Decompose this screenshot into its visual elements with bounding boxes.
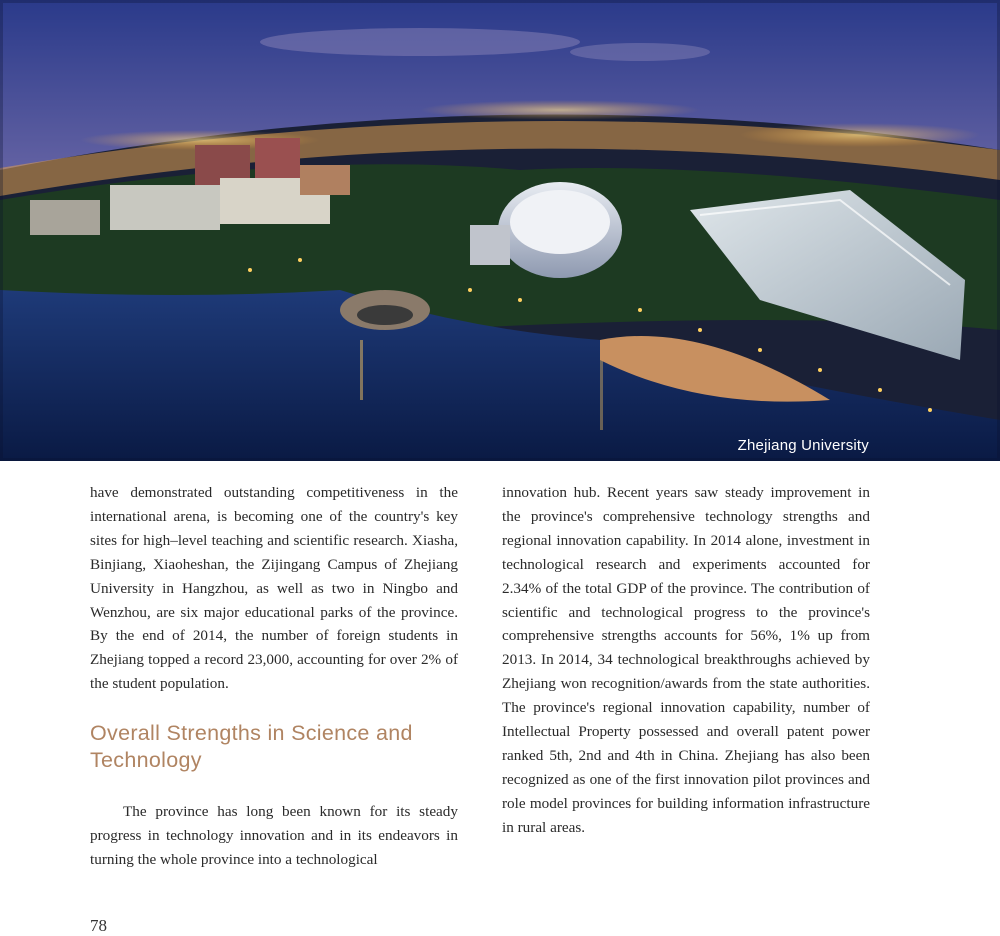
campus-aerial-photo — [0, 0, 1000, 461]
right-column — [502, 481, 870, 840]
page-number: 78 — [90, 916, 107, 935]
photo-caption: Zhejiang University — [737, 437, 869, 454]
body-paragraph: The province has long been known for its steady progress in technology innovation and in its endeavors in turning the whole province into a technological — [90, 803, 458, 868]
section-heading: Overall Strengths in Science and Technology — [90, 721, 413, 773]
body-paragraph: have demonstrated outstanding competitiveness in the international arena, is becoming one of the country's key sites for high–level teaching and scientific research. Xiasha, Binjiang, Xiaoheshan, the Zijingang Campus of Zhejiang University in Hangzhou, as well as two in Ningbo and Wenzhou, are six major educational parks of the province. By the end of 2014, the number of foreign students in Zhejiang topped a record 23,000, accounting for over 2% of the student population. — [90, 484, 458, 693]
body-paragraph: innovation hub. Recent years saw steady improvement in the province's comprehensive technology strengths and regional innovation capability. In 2014 alone, investment in technological research and experiments accounted for 2.34% of the total GDP of the province. The contribution of scientific and technological progress to the province's comprehensive strengths accounts for 56%, 1% up from 2013. In 2014, 34 technological breakthroughs achieved by Zhejiang won recognition/awards from the state authorities. The province's regional innovation capability, number of Intellectual Property possessed and overall patent power ranked 5th, 2nd and 4th in China. Zhejiang has also been recognized as one of the first innovation pilot provinces and role model provinces for building information infrastructure in rural areas. — [502, 484, 870, 836]
left-column — [90, 481, 458, 872]
